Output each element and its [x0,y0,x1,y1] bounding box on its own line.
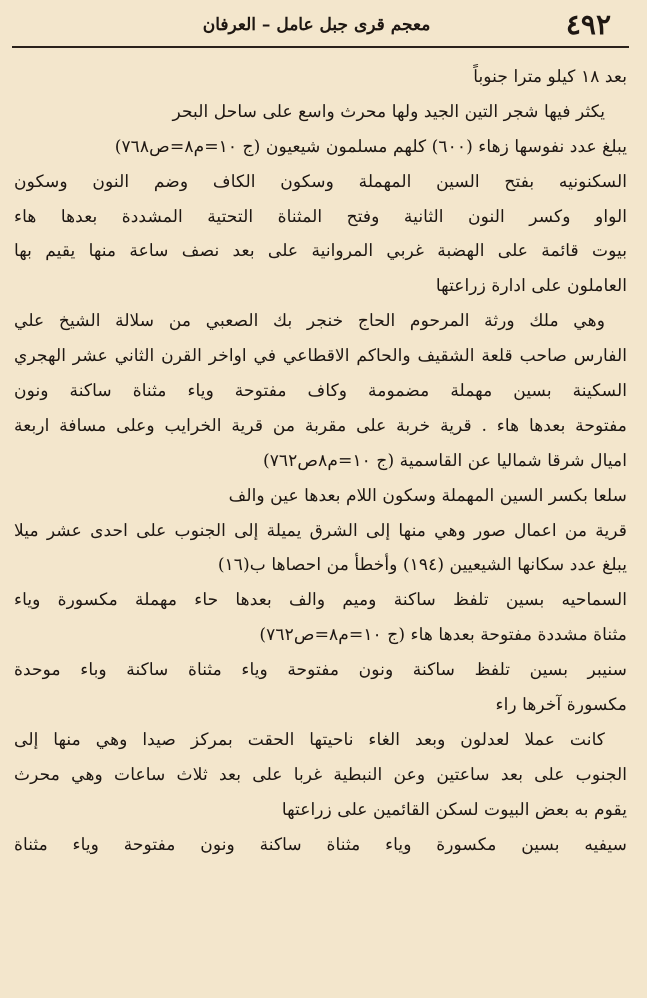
text-line: الجنوب على بعد ساعتين وعن النبطية غربا على بعد ثلاث ساعات وهي محرث [14,764,627,785]
text-line: بعد ١٨ كيلو مترا جنوباً [473,67,627,87]
text-line: السكينة بسين مهملة مضمومة وكاف مفتوحة وياء مثناة ساكنة ونون [14,381,627,402]
text-line: مكسورة آخرها راء [495,695,627,716]
page-body [14,60,627,862]
text-line: الواو وكسر النون الثانية وفتح المثناة التحتية المشددة بعدها هاء [14,206,627,227]
header-rule [12,46,629,48]
page-header [14,8,619,42]
text-line: كانت عملا لعدلون وبعد الغاء ناحيتها الحقت بمركز صيدا وهي منها إلى [14,729,605,750]
text-line: وهي ملك ورثة المرحوم الحاج خنجر بك الصعبي من سلالة الشيخ علي [14,311,605,332]
text-line: سلعا بكسر السين المهملة وسكون اللام بعدها عين والف [228,485,627,506]
text-line: الفارس صاحب قلعة الشقيف والحاكم الاقطاعي في اواخر القرن الثاني عشر الهجري [14,346,627,367]
page-number: ٤٩٢ [565,8,611,41]
text-line: سيفيه بسين مكسورة وياء مثناة ساكنة ونون مفتوحة وياء مثناة [14,834,627,855]
text-line: يبلغ عدد سكانها الشيعيين (١٩٤) وأخطأ من احصاها ب(١٦) [217,555,627,576]
text-line: بيوت قائمة على الهضبة غربي المروانية على بعد نصف ساعة منها يقيم بها [14,241,627,262]
text-line: يقوم به بعض البيوت لسكن القائمين على زراعتها [281,799,627,820]
text-line: سنيبر بسين تلفظ ساكنة ونون مفتوحة وياء مثناة ساكنة وباء موحدة [14,660,627,681]
text-line: مفتوحة بعدها هاء . قرية خربة على مقربة من قرية الخرايب وعلى مسافة اربعة [14,415,627,436]
text-line: السكنونيه بفتح السين المهملة وسكون الكاف وضم النون وسكون [14,171,627,192]
text-line: قرية من اعمال صور وهي منها إلى الشرق يميلة إلى الجنوب على احدى عشر ميلا [14,520,627,541]
text-line: السماحيه بسين تلفظ ساكنة وميم والف بعدها حاء مهملة مكسورة وياء [14,590,627,611]
text-line: مثناة مشددة مفتوحة بعدها هاء (ج ١٠=م٨=ص٧٦٢) [259,625,627,646]
text-line: يبلغ عدد نفوسها زهاء (٦٠٠) كلهم مسلمون شيعيون (ج ١٠=م٨=ص٧٦٨) [114,136,627,157]
text-line: يكثر فيها شجر التين الجيد ولها محرث واسع على ساحل البحر [172,101,605,122]
text-line: العاملون على ادارة زراعتها [435,276,627,297]
running-title: معجم قرى جبل عامل – العرفان [202,15,431,35]
text-line: اميال شرقا شماليا عن القاسمية (ج ١٠=م٨ص٧٦٢) [262,450,627,471]
